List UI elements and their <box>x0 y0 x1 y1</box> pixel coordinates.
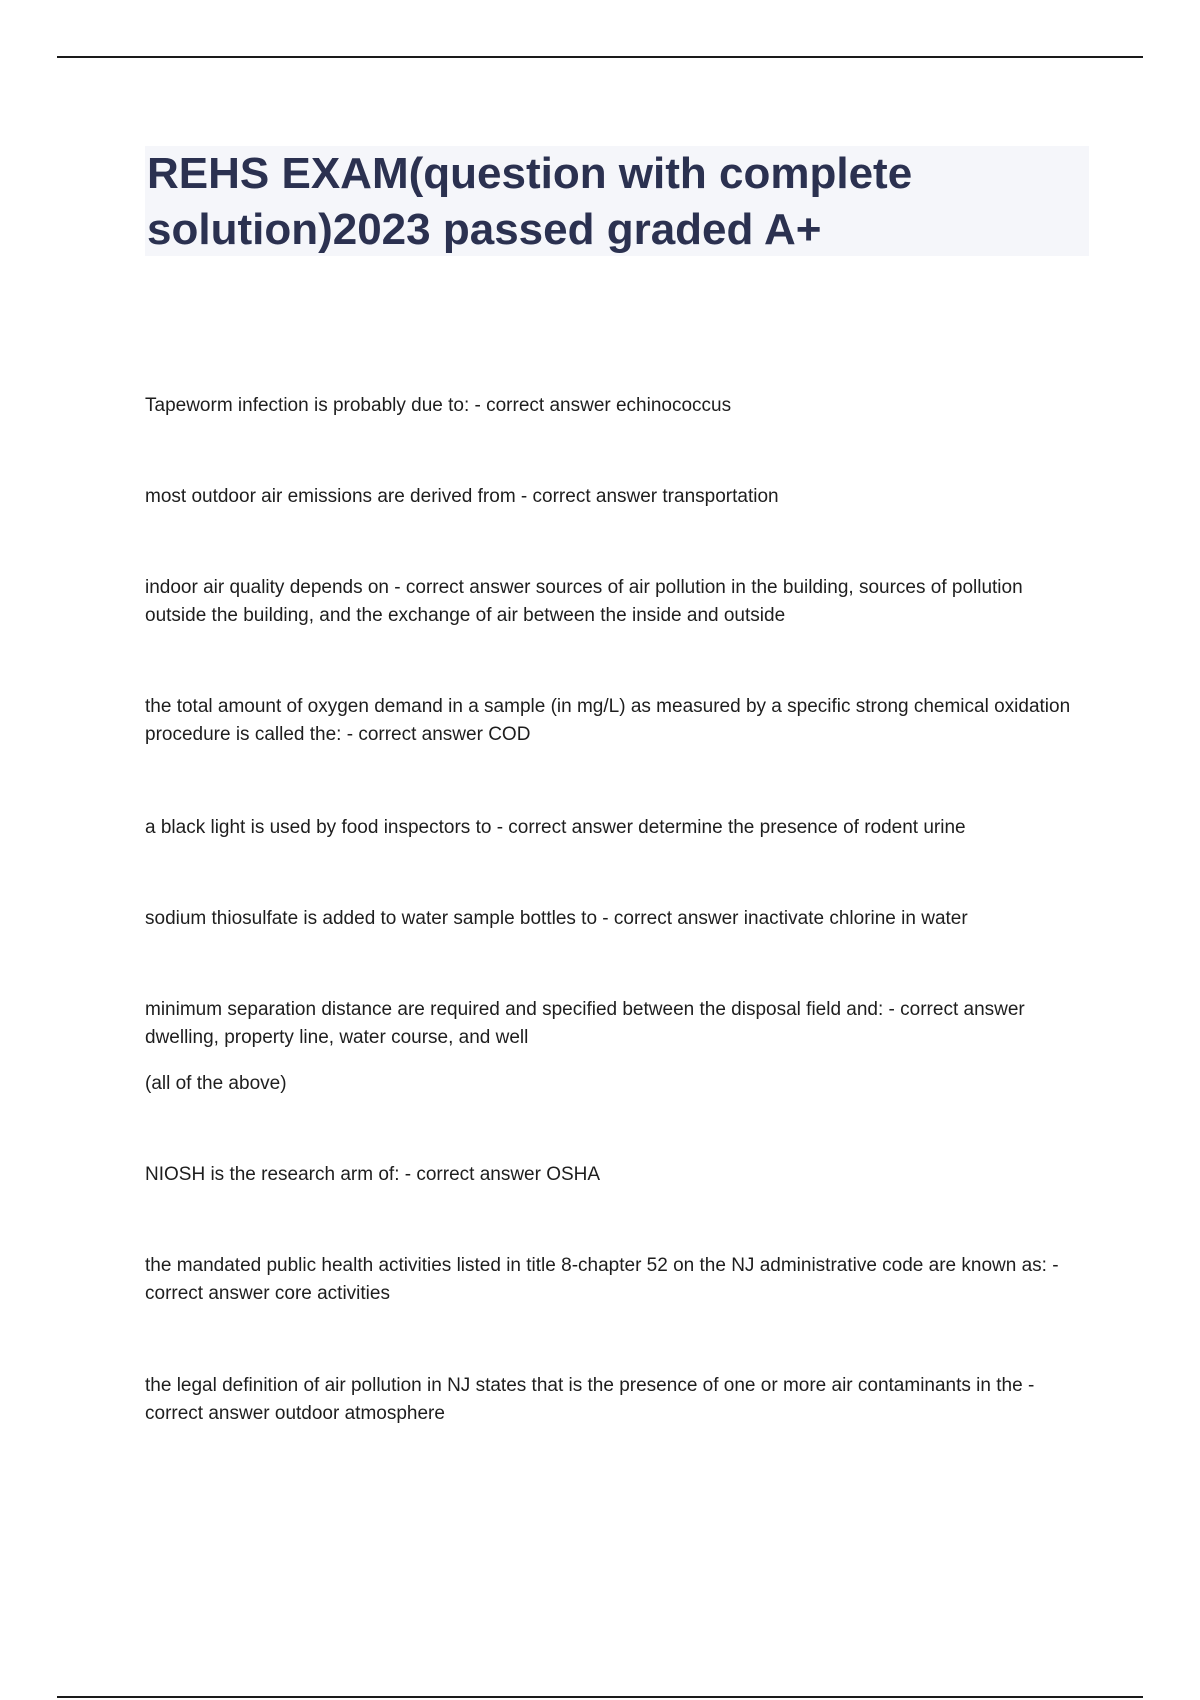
qa-item-9: the mandated public health activities listed in title 8-chapter 52 on the NJ administrative code are known as: - correct answer core activities <box>145 1255 1059 1304</box>
top-rule <box>57 56 1143 58</box>
qa-item-2: most outdoor air emissions are derived from - correct answer transportation <box>145 486 779 507</box>
qa-item-4: the total amount of oxygen demand in a sample (in mg/L) as measured by a specific strong chemical oxidation procedure is called the: - correct answer COD <box>145 696 1071 745</box>
qa-item-1: Tapeworm infection is probably due to: - correct answer echinococcus <box>145 395 732 416</box>
qa-item-7-note: (all of the above) <box>145 1073 287 1094</box>
document-title: REHS EXAM(question with complete solution)2023 passed graded A+ <box>147 149 913 254</box>
title-banner <box>145 146 1089 256</box>
qa-item-10: the legal definition of air pollution in NJ states that is the presence of one or more air contaminants in the - correct answer outdoor atmosphere <box>145 1375 1035 1424</box>
qa-item-5: a black light is used by food inspectors to - correct answer determine the presence of rodent urine <box>145 817 966 838</box>
qa-item-8: NIOSH is the research arm of: - correct answer OSHA <box>145 1164 601 1185</box>
bottom-rule <box>57 1696 1143 1698</box>
qa-item-3: indoor air quality depends on - correct answer sources of air pollution in the building, sources of pollution outside the building, and the exchange of air between the inside and outside <box>145 577 1023 626</box>
qa-item-6: sodium thiosulfate is added to water sample bottles to - correct answer inactivate chlorine in water <box>145 908 968 929</box>
qa-item-7: minimum separation distance are required and specified between the disposal field and: - correct answer dwelling, property line, water course, and well <box>145 999 1025 1048</box>
